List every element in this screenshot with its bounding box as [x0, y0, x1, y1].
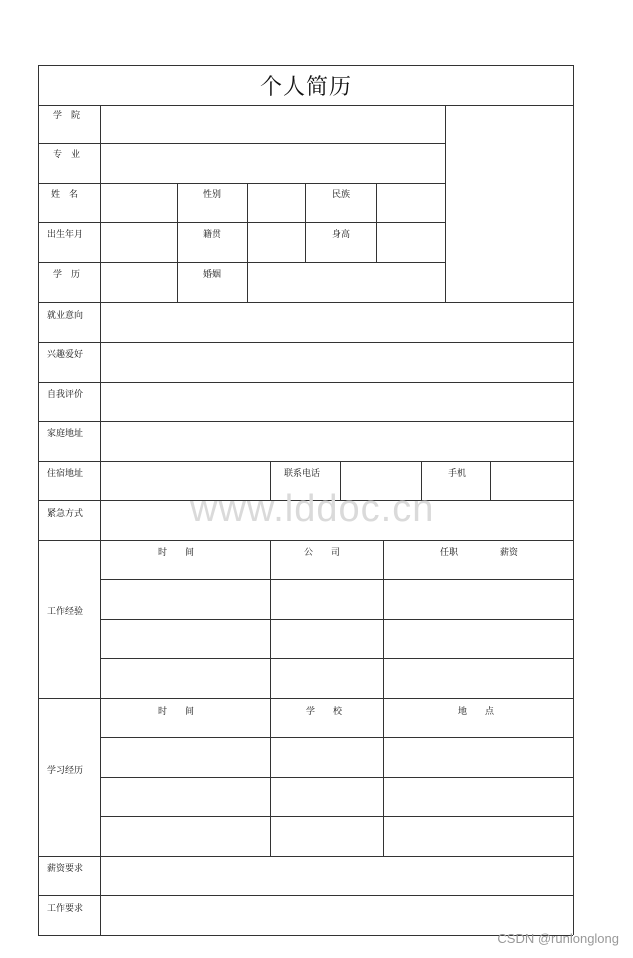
border-bottom	[38, 935, 573, 936]
label-intention: 就业意向	[47, 311, 84, 321]
label-birth: 出生年月	[47, 230, 84, 240]
label-emergency: 紧急方式	[47, 509, 84, 519]
marital-field[interactable]	[248, 263, 444, 301]
label-college: 学 院	[53, 111, 81, 121]
label-job-requirement: 工作要求	[47, 904, 84, 914]
work-col-time: 时 间	[158, 548, 195, 558]
name-field[interactable]	[101, 184, 176, 221]
label-salary-requirement: 薪资要求	[47, 864, 84, 874]
label-work-experience: 工作经验	[47, 607, 84, 617]
height-field[interactable]	[377, 223, 444, 261]
birth-field[interactable]	[101, 223, 176, 261]
row-divider	[38, 540, 573, 541]
study-entries[interactable]	[101, 738, 572, 855]
salary-requirement-field[interactable]	[101, 857, 572, 894]
gender-field[interactable]	[248, 184, 304, 221]
label-major: 专 业	[53, 150, 81, 160]
col-divider	[177, 183, 178, 302]
college-field[interactable]	[101, 106, 444, 142]
mobile-field[interactable]	[491, 462, 572, 499]
border-right	[573, 65, 574, 935]
label-height: 身高	[332, 230, 351, 240]
photo-area[interactable]	[446, 106, 572, 301]
label-marital: 婚姻	[203, 270, 222, 280]
ethnicity-field[interactable]	[377, 184, 444, 221]
work-entries[interactable]	[101, 580, 572, 697]
work-col-salary: 薪资	[500, 548, 519, 558]
label-self-eval: 自我评价	[47, 390, 84, 400]
work-col-position: 任职	[440, 548, 459, 558]
major-field[interactable]	[101, 144, 444, 182]
label-phone: 联系电话	[284, 469, 321, 479]
footer-credit: CSDN @runlonglong	[497, 931, 619, 946]
study-col-time: 时 间	[158, 707, 195, 717]
col-divider	[305, 183, 306, 262]
watermark: www.lddoc.cn	[190, 488, 435, 530]
page-title: 个人简历	[259, 74, 352, 100]
label-mobile: 手机	[448, 469, 467, 479]
work-col-company: 公 司	[304, 548, 341, 558]
study-col-school: 学 校	[306, 707, 343, 717]
label-study-experience: 学习经历	[47, 766, 84, 776]
label-home-address: 家庭地址	[47, 429, 84, 439]
label-ethnicity: 民族	[332, 190, 351, 200]
self-eval-field[interactable]	[101, 383, 572, 420]
label-name: 姓 名	[51, 190, 79, 200]
hobbies-field[interactable]	[101, 343, 572, 381]
label-gender: 性别	[203, 190, 222, 200]
study-col-place: 地 点	[458, 707, 495, 717]
intention-field[interactable]	[101, 303, 572, 341]
job-requirement-field[interactable]	[101, 896, 572, 934]
label-native-place: 籍贯	[203, 230, 222, 240]
label-education: 学 历	[53, 270, 81, 280]
label-residence: 住宿地址	[47, 469, 84, 479]
label-hobbies: 兴趣爱好	[47, 350, 84, 360]
home-address-field[interactable]	[101, 422, 572, 460]
native-place-field[interactable]	[248, 223, 304, 261]
education-field[interactable]	[101, 263, 176, 301]
row-divider	[38, 698, 573, 699]
